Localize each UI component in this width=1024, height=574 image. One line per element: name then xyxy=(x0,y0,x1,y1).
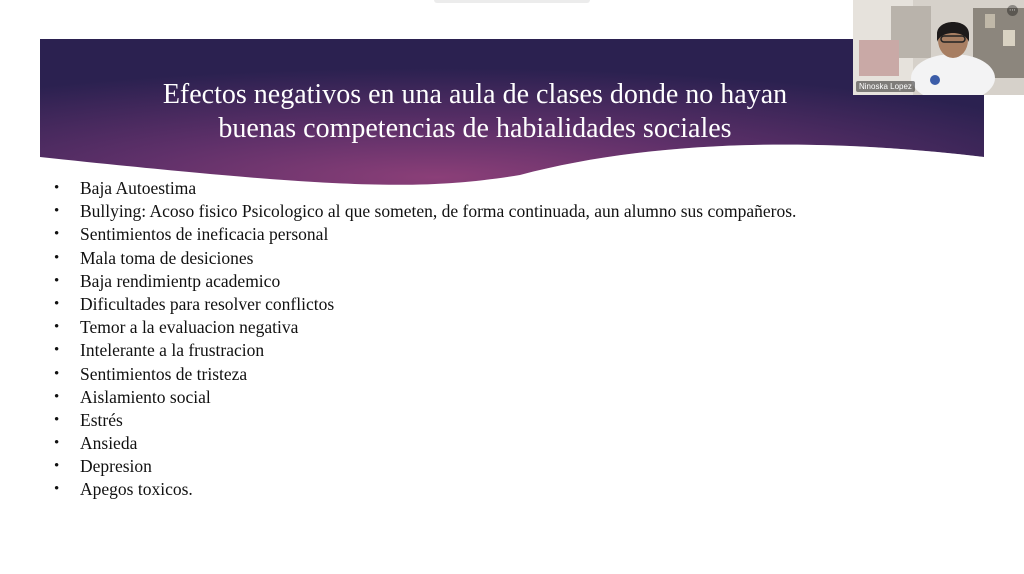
list-item xyxy=(52,339,796,362)
list-item-text: Ansieda xyxy=(80,433,138,454)
list-item xyxy=(52,455,796,478)
bullet-icon: • xyxy=(54,411,60,428)
meeting-top-bar xyxy=(434,0,590,3)
list-item xyxy=(52,432,796,455)
list-item xyxy=(52,363,796,386)
participant-name: Ninoska Lopez xyxy=(856,81,915,92)
list-item-text: Sentimientos de tristeza xyxy=(80,363,248,384)
bullet-icon: • xyxy=(54,435,60,452)
slide-title xyxy=(40,78,910,146)
list-item xyxy=(52,293,796,316)
list-item xyxy=(52,270,796,293)
list-item-text: Intelerante a la frustracion xyxy=(80,340,265,361)
list-item-text: Depresion xyxy=(80,456,152,477)
list-item-text: Baja rendimientp academico xyxy=(80,270,281,291)
bullet-icon: • xyxy=(54,481,60,498)
list-item-text: Temor a la evaluacion negativa xyxy=(80,317,299,338)
bullet-icon: • xyxy=(54,365,60,382)
list-item xyxy=(52,316,796,339)
bullet-icon: • xyxy=(54,388,60,405)
list-item xyxy=(52,386,796,409)
list-item xyxy=(52,177,796,200)
list-item xyxy=(52,478,796,501)
bullet-icon: • xyxy=(54,458,60,475)
bullet-icon: • xyxy=(54,226,60,243)
bullet-icon: • xyxy=(54,249,60,266)
list-item xyxy=(52,409,796,432)
bullet-icon: • xyxy=(54,319,60,336)
list-item-text: Aislamiento social xyxy=(80,386,211,407)
title-line-1: Efectos negativos en una aula de clases donde no hayan xyxy=(162,79,788,110)
list-item xyxy=(52,200,796,223)
list-item-text: Dificultades para resolver conflictos xyxy=(80,293,335,314)
list-item-text: Baja Autoestima xyxy=(80,178,197,198)
list-item xyxy=(52,247,796,270)
bullet-icon: • xyxy=(54,295,60,312)
list-item-text: Bullying: Acoso fisico Psicologico al que someten, de forma continuada, aun alumno sus compañeros. xyxy=(80,201,797,222)
list-item-text: Sentimientos de ineficacia personal xyxy=(80,224,329,245)
title-line-2: buenas competencias de habialidades sociales xyxy=(218,113,732,144)
list-item-text: Apegos toxicos. xyxy=(80,479,193,500)
options-icon[interactable]: ⋯ xyxy=(1009,6,1016,14)
bullet-icon: • xyxy=(54,342,60,359)
list-item xyxy=(52,223,796,246)
list-item-text: Mala toma de desiciones xyxy=(80,247,254,268)
bullet-icon: • xyxy=(54,203,60,220)
bullet-icon: • xyxy=(54,180,60,196)
bullet-icon: • xyxy=(54,272,60,289)
list-item-text: Estrés xyxy=(80,409,123,430)
participant-video-tile[interactable] xyxy=(853,0,1024,95)
bullet-list xyxy=(52,177,796,502)
